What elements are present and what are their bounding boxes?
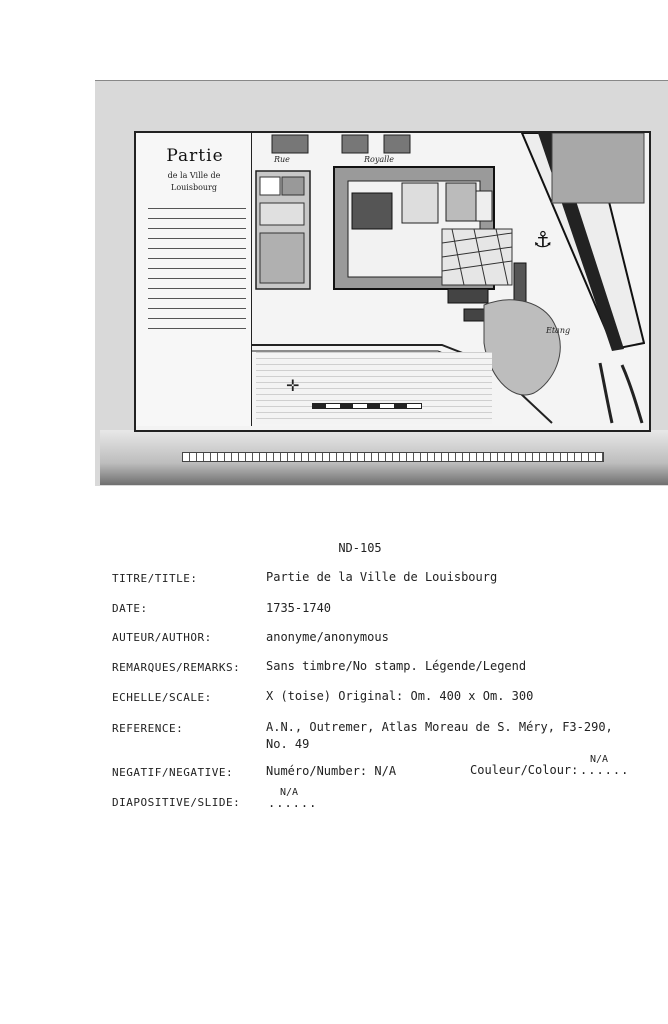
colour-label: Couleur/Colour: — [470, 763, 579, 777]
remarks-label: REMARQUES/REMARKS: — [112, 661, 241, 674]
remarks-value: Sans timbre/No stamp. Légende/Legend — [266, 659, 527, 673]
title-value: Partie de la Ville de Louisbourg — [266, 570, 498, 584]
reference-value-line2: No. 49 — [266, 737, 310, 751]
author-value: anonyme/anonymous — [266, 630, 389, 644]
slide-label: DIAPOSITIVE/SLIDE: — [112, 796, 241, 809]
measuring-ruler — [182, 452, 604, 462]
compass-rose-icon: ✛ — [286, 376, 300, 395]
street-label-rue: Rue — [274, 155, 290, 164]
scale-field-value: X (toise) Original: Om. 400 x Om. 300 — [266, 689, 534, 703]
scale-field-label: ECHELLE/SCALE: — [112, 691, 212, 704]
date-value: 1735-1740 — [266, 601, 332, 615]
reference-value: A.N., Outremer, Atlas Moreau de S. Méry, F3-290, — [266, 720, 613, 734]
map-legend-entries — [148, 208, 246, 338]
map-legend-subtitle: de la Ville de Louisbourg — [167, 171, 221, 192]
colour-fill-dots: ...... — [580, 763, 630, 777]
record-id: ND-105 — [338, 541, 382, 555]
pond-label: Etang — [546, 326, 571, 335]
plate-top-edge — [95, 66, 668, 81]
slide-value: N/A — [280, 787, 299, 798]
date-label: DATE: — [112, 602, 148, 615]
anchor-icon: ⚓ — [533, 228, 553, 253]
negative-value: Numéro/Number: N/A — [266, 764, 397, 778]
map-scale-bar — [312, 403, 422, 409]
title-label: TITRE/TITLE: — [112, 572, 198, 585]
slide-fill-dots: ...... — [268, 796, 318, 810]
negative-label: NEGATIF/NEGATIVE: — [112, 766, 234, 779]
map-legend-title: Partie — [166, 146, 224, 166]
colour-value: N/A — [590, 754, 609, 765]
street-label-royalle: Royalle — [364, 155, 394, 164]
reference-label: REFERENCE: — [112, 722, 184, 735]
author-label: AUTEUR/AUTHOR: — [112, 631, 212, 644]
